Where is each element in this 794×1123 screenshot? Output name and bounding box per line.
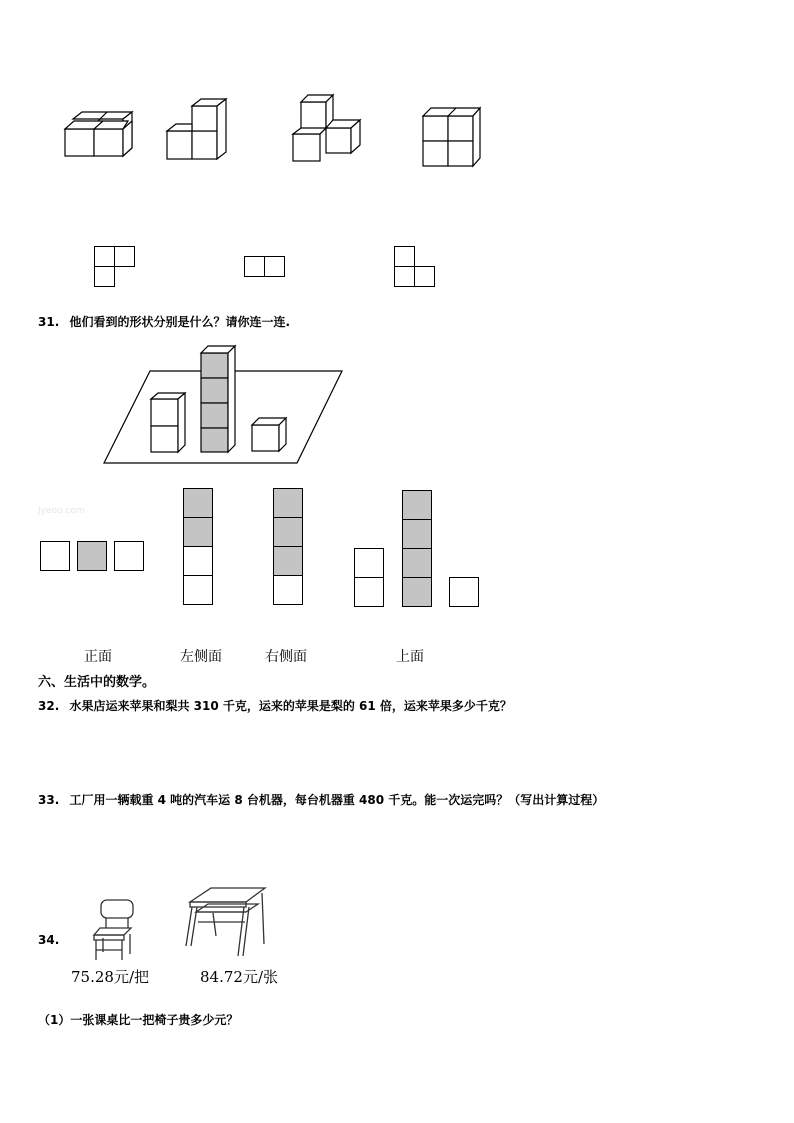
desk-price: 84.72元/张: [200, 968, 278, 986]
label-front: 正面: [84, 649, 112, 665]
section-heading: 六、生活中的数学。: [38, 675, 156, 690]
question-34-number: 34.: [38, 933, 60, 947]
label-top: 上面: [396, 649, 424, 665]
question-number: 32.: [38, 699, 60, 713]
question-text: 工厂用一辆载重 4 吨的汽车运 8 台机器，每台机器重 480 千克。能一次运完吗？（写出计算过程）: [69, 793, 605, 807]
label-left-side: 左侧面: [180, 649, 222, 665]
question-number: 31.: [38, 315, 60, 329]
label-right-side: 右侧面: [265, 649, 307, 665]
question-number: 33.: [38, 793, 60, 807]
question-34-sub-1: （1）一张课桌比一把椅子贵多少元？: [38, 1013, 239, 1027]
watermark: Jyeoo.com: [38, 506, 85, 516]
question-text: 水果店运来苹果和梨共 310 千克，运来的苹果是梨的 61 倍，运来苹果多少千克？: [69, 699, 512, 713]
chair-price: 75.28元/把: [71, 968, 149, 986]
question-text: 他们看到的形状分别是什么？请你连一连.: [69, 315, 291, 329]
